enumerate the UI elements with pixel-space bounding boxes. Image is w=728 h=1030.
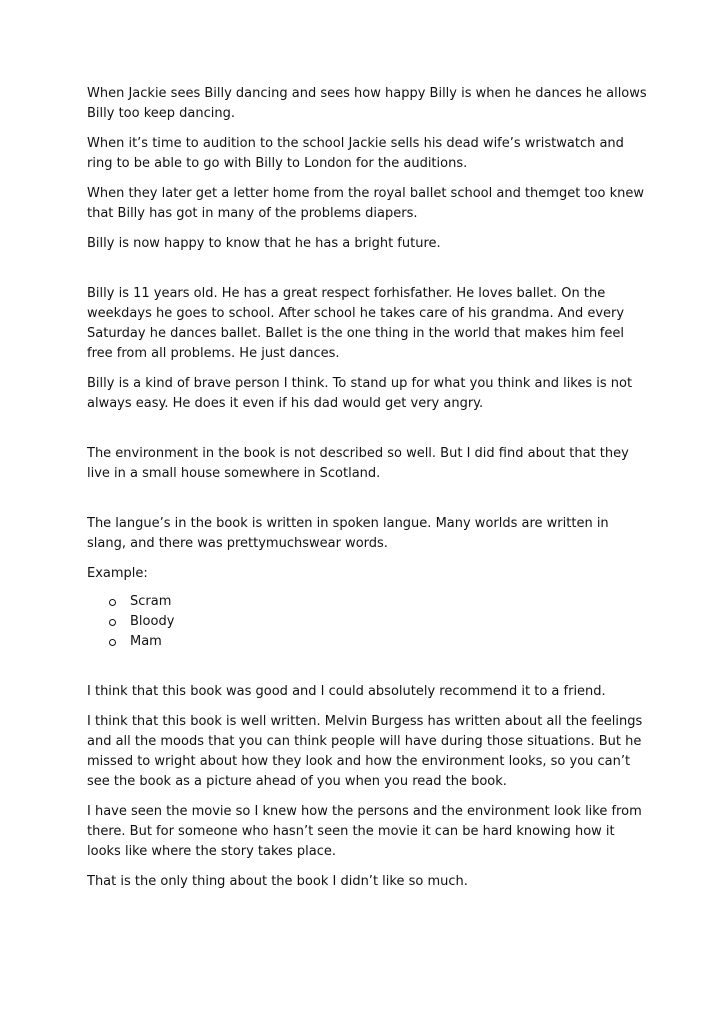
section-spacer	[87, 494, 647, 514]
list-item	[109, 612, 647, 632]
section-spacer	[87, 424, 647, 444]
list-item	[109, 632, 647, 652]
hollow-circle-bullet-icon	[109, 599, 116, 606]
paragraph-royal-ballet-letter: When they later get a letter home from the royal ballet school and themget too knew that Billy has got in many of the problems diapers.	[87, 186, 644, 221]
example-word: Bloody	[130, 614, 175, 629]
paragraph-movie: I have seen the movie so I knew how the persons and the environment look like from there. But for someone who hasn’t seen the movie it can be hard knowing how it looks like where the story takes place.	[87, 804, 642, 859]
paragraph-environment: The environment in the book is not described so well. But I did find about that they live in a small house somewhere in Scotland.	[87, 446, 629, 481]
example-word-list	[87, 592, 647, 652]
paragraph-audition: When it’s time to audition to the school Jackie sells his dead wife’s wristwatch and ring to be able to go with Billy to London for the auditions.	[87, 136, 624, 171]
list-item	[109, 592, 647, 612]
section-spacer	[87, 264, 647, 284]
paragraph-billy-brave: Billy is a kind of brave person I think. To stand up for what you think and likes is not always easy. He does it even if his dad would get very angry.	[87, 376, 633, 411]
example-word: Scram	[130, 594, 172, 609]
hollow-circle-bullet-icon	[109, 619, 116, 626]
document-page	[87, 84, 647, 902]
example-label: Example:	[87, 566, 148, 581]
paragraph-billy-description: Billy is 11 years old. He has a great respect forhisfather. He loves ballet. On the weekdays he goes to school. After school he takes care of his grandma. And every Saturday he dances ballet. Ballet is the one thing in the world that makes him feel free from all problems. He just dances.	[87, 286, 625, 361]
paragraph-bright-future: Billy is now happy to know that he has a bright future.	[87, 236, 441, 251]
paragraph-dislike: That is the only thing about the book I didn’t like so much.	[87, 874, 468, 889]
paragraph-recommendation: I think that this book was good and I could absolutely recommend it to a friend.	[87, 684, 606, 699]
paragraph-language: The langue’s in the book is written in spoken langue. Many worlds are written in slang, and there was prettymuchswear words.	[87, 516, 609, 551]
paragraph-well-written: I think that this book is well written. Melvin Burgess has written about all the feelings and all the moods that you can think people will have during those situations. But he missed to wright about how they look and how the environment looks, so you can’t see the book as a picture ahead of you when you read the book.	[87, 714, 643, 789]
section-spacer	[87, 662, 647, 682]
example-word: Mam	[130, 634, 162, 649]
paragraph-jackie-allows-dancing: When Jackie sees Billy dancing and sees how happy Billy is when he dances he allows Billy too keep dancing.	[87, 86, 647, 121]
hollow-circle-bullet-icon	[109, 639, 116, 646]
